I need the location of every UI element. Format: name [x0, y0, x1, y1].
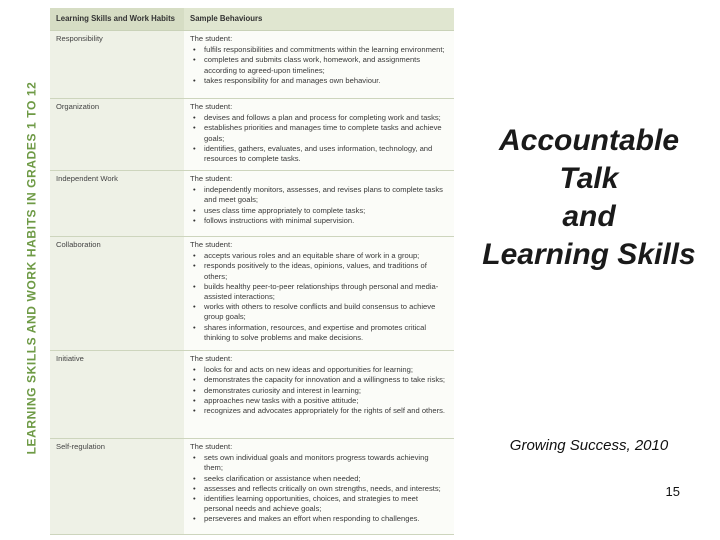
behaviour-item: • perseveres and makes an effort when responding to challenges. — [204, 514, 448, 524]
behaviour-item: • demonstrates curiosity and interest in learning; — [204, 386, 448, 396]
title-line: and — [562, 200, 616, 233]
skill-name: Responsibility — [50, 31, 184, 99]
table-row — [50, 439, 454, 535]
column-header-skills: Learning Skills and Work Habits — [50, 8, 184, 31]
skill-name: Independent Work — [50, 171, 184, 237]
behaviour-item: • uses class time appropriately to complete tasks; — [204, 206, 448, 216]
skill-name: Organization — [50, 99, 184, 171]
behaviours-lead: The student: — [190, 240, 233, 249]
table-row — [50, 99, 454, 171]
behaviour-item: • assesses and reflects critically on own strengths, needs, and interests; — [204, 484, 448, 494]
behaviour-item: • works with others to resolve conflicts and build consensus to achieve group goals; — [204, 302, 448, 322]
behaviour-item: • identifies, gathers, evaluates, and uses information, technology, and resources to complete tasks. — [204, 144, 448, 164]
behaviours-lead: The student: — [190, 174, 233, 183]
behaviour-item: • looks for and acts on new ideas and opportunities for learning; — [204, 365, 448, 375]
behaviour-list — [190, 453, 448, 524]
behaviour-item: • approaches new tasks with a positive attitude; — [204, 396, 448, 406]
behaviours-lead: The student: — [190, 354, 233, 363]
behaviour-item: • follows instructions with minimal supervision. — [204, 216, 448, 226]
slide-title — [466, 122, 712, 274]
table-row — [50, 237, 454, 351]
page-number: 15 — [665, 484, 680, 499]
side-title — [14, 12, 48, 524]
behaviour-list — [190, 45, 448, 86]
behaviours-cell — [184, 237, 454, 351]
behaviours-lead: The student: — [190, 34, 233, 43]
behaviour-item: • accepts various roles and an equitable share of work in a group; — [204, 251, 448, 261]
table-row — [50, 31, 454, 99]
title-line: Talk — [559, 162, 619, 195]
skill-name: Self-regulation — [50, 439, 184, 535]
behaviour-item: • recognizes and advocates appropriately for the rights of self and others. — [204, 406, 448, 416]
behaviour-item: • sets own individual goals and monitors progress towards achieving them; — [204, 453, 448, 473]
learning-skills-table — [50, 8, 454, 535]
behaviour-list — [190, 365, 448, 416]
behaviours-cell — [184, 31, 454, 99]
behaviours-cell — [184, 99, 454, 171]
side-title-text: LEARNING SKILLS AND WORK HABITS IN GRADES 1 TO 12 — [24, 81, 39, 455]
citation: Growing Success, 2010 — [509, 437, 669, 454]
behaviour-item: • devises and follows a plan and process for completing work and tasks; — [204, 113, 448, 123]
behaviours-cell — [184, 351, 454, 439]
title-line: Learning Skills — [482, 238, 696, 271]
behaviour-item: • takes responsibility for and manages own behaviour. — [204, 76, 448, 86]
table-row — [50, 351, 454, 439]
behaviour-item: • builds healthy peer-to-peer relationships through personal and media-assisted interactions; — [204, 282, 448, 302]
skill-name: Initiative — [50, 351, 184, 439]
skill-name: Collaboration — [50, 237, 184, 351]
table-row — [50, 171, 454, 237]
behaviours-cell — [184, 439, 454, 535]
behaviour-list — [190, 185, 448, 226]
behaviour-item: • fulfils responsibilities and commitments within the learning environment; — [204, 45, 448, 55]
behaviour-list — [190, 251, 448, 343]
table-header-row — [50, 8, 454, 31]
behaviour-item: • identifies learning opportunities, choices, and strategies to meet personal needs and achieve goals; — [204, 494, 448, 514]
behaviour-item: • shares information, resources, and expertise and promotes critical thinking to solve problems and make decisions. — [204, 323, 448, 343]
behaviour-item: • demonstrates the capacity for innovation and a willingness to take risks; — [204, 375, 448, 385]
behaviour-item: • seeks clarification or assistance when needed; — [204, 474, 448, 484]
behaviour-item: • completes and submits class work, homework, and assignments according to agreed-upon timelines; — [204, 55, 448, 75]
behaviours-lead: The student: — [190, 442, 233, 451]
behaviours-lead: The student: — [190, 102, 233, 111]
column-header-behaviours: Sample Behaviours — [184, 8, 454, 31]
behaviour-list — [190, 113, 448, 164]
behaviours-cell — [184, 171, 454, 237]
title-line: Accountable — [498, 124, 680, 157]
behaviour-item: • establishes priorities and manages time to complete tasks and achieve goals; — [204, 123, 448, 143]
behaviour-item: • responds positively to the ideas, opinions, values, and traditions of others; — [204, 261, 448, 281]
table-body — [50, 31, 454, 535]
behaviour-item: • independently monitors, assesses, and revises plans to complete tasks and meet goals; — [204, 185, 448, 205]
